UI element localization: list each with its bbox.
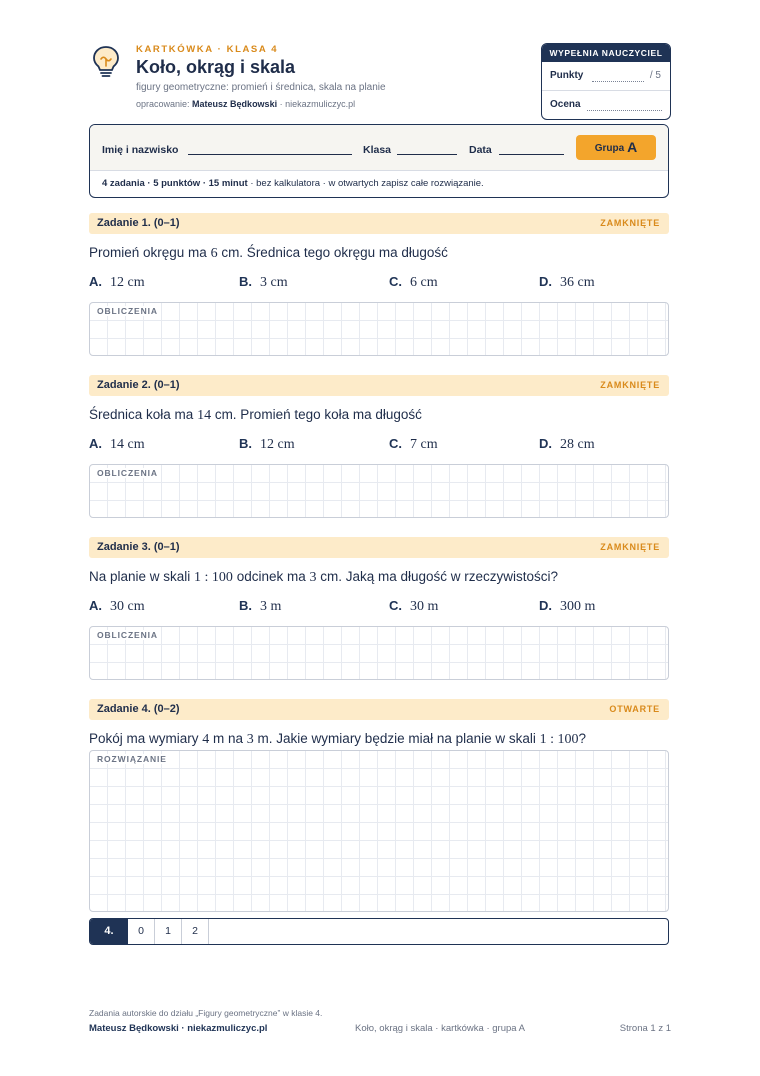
question-text: cm. Promień tego koła ma długość bbox=[211, 407, 422, 422]
task-4-question bbox=[89, 731, 586, 748]
task-3-option-b[interactable] bbox=[239, 597, 281, 615]
question-math: 14 bbox=[197, 408, 212, 423]
task-3-type: ZAMKNIĘTE bbox=[600, 542, 660, 552]
option-value: 3 m bbox=[260, 599, 282, 614]
question-text: m. Jakie wymiary będzie miał na planie w skali bbox=[253, 731, 540, 746]
group-badge bbox=[576, 135, 656, 160]
test-summary-rest: · bez kalkulatora · w otwartych zapisz całe rozwiązanie. bbox=[247, 178, 484, 189]
task-1-type: ZAMKNIĘTE bbox=[600, 218, 660, 228]
lightbulb-logo-icon bbox=[90, 44, 122, 78]
points-label: Punkty bbox=[550, 70, 584, 81]
question-text: m na bbox=[209, 731, 247, 746]
task-2-option-c[interactable] bbox=[389, 435, 438, 453]
task-1-option-a[interactable] bbox=[89, 273, 145, 291]
task-1-header bbox=[89, 213, 669, 234]
task-4-header bbox=[89, 699, 669, 720]
worksheet-kicker: KARTKÓWKA · KLASA 4 bbox=[136, 44, 279, 55]
date-label: Data bbox=[469, 144, 492, 156]
question-math: 3 bbox=[246, 732, 254, 747]
task-2-option-b[interactable] bbox=[239, 435, 295, 453]
points-max: / 5 bbox=[649, 70, 661, 81]
task-2-option-a[interactable] bbox=[89, 435, 145, 453]
teacher-box-title: WYPEŁNIA NAUCZYCIEL bbox=[542, 44, 670, 62]
work-area-label: OBLICZENIA bbox=[97, 306, 158, 316]
option-value: 300 m bbox=[560, 599, 596, 614]
task-2-question bbox=[89, 407, 422, 424]
group-label: Grupa bbox=[594, 143, 625, 154]
question-text: cm. Jaką ma długość w rzeczywistości? bbox=[316, 569, 559, 584]
points-field[interactable] bbox=[592, 81, 644, 82]
footer-doc-title: Koło, okrąg i skala · kartkówka · grupa A bbox=[355, 1023, 526, 1034]
author-name: Mateusz Będkowski bbox=[192, 99, 278, 109]
student-info-fields bbox=[90, 125, 668, 171]
date-field[interactable] bbox=[499, 154, 564, 155]
option-letter: A. bbox=[89, 436, 102, 451]
option-letter: A. bbox=[89, 274, 102, 289]
task-3-option-c[interactable] bbox=[389, 597, 438, 615]
work-area-label: OBLICZENIA bbox=[97, 630, 158, 640]
task-1-option-b[interactable] bbox=[239, 273, 288, 291]
score-option-1[interactable]: 1 bbox=[155, 919, 182, 944]
grade-field[interactable] bbox=[587, 110, 662, 111]
task-2-title: Zadanie 2. (0–1) bbox=[97, 379, 180, 391]
name-label: Imię i nazwisko bbox=[102, 144, 179, 156]
task-1-title: Zadanie 1. (0–1) bbox=[97, 217, 180, 229]
teacher-box bbox=[541, 43, 671, 120]
group-letter: A bbox=[627, 139, 638, 155]
option-letter: C. bbox=[389, 274, 402, 289]
task-3-option-d[interactable] bbox=[539, 597, 595, 615]
option-value: 3 cm bbox=[260, 275, 288, 290]
author-site: · niekazmuliczyc.pl bbox=[277, 99, 356, 109]
task-3-option-a[interactable] bbox=[89, 597, 145, 615]
task-1-option-c[interactable] bbox=[389, 273, 438, 291]
question-text: odcinek ma bbox=[232, 569, 310, 584]
task-4-scoring-strip bbox=[89, 918, 669, 945]
option-value: 14 cm bbox=[110, 437, 145, 452]
option-letter: D. bbox=[539, 274, 552, 289]
task-1-option-d[interactable] bbox=[539, 273, 595, 291]
page-number: Strona 1 z 1 bbox=[619, 1023, 671, 1034]
question-text: Na planie w skali bbox=[89, 569, 195, 584]
option-letter: C. bbox=[389, 598, 402, 613]
class-field[interactable] bbox=[397, 154, 457, 155]
class-label: Klasa bbox=[363, 144, 392, 156]
task-4-type: OTWARTE bbox=[609, 704, 660, 714]
score-option-0[interactable]: 0 bbox=[128, 919, 155, 944]
test-summary-key: 4 zadania · 5 punktów · 15 minut bbox=[102, 178, 248, 189]
task-3-work-area[interactable] bbox=[89, 626, 669, 680]
option-letter: B. bbox=[239, 274, 252, 289]
option-value: 12 cm bbox=[260, 437, 295, 452]
question-math: 3 bbox=[309, 570, 317, 585]
task-2-option-d[interactable] bbox=[539, 435, 595, 453]
task-4-solution-area[interactable] bbox=[89, 750, 669, 912]
task-2-header bbox=[89, 375, 669, 396]
work-area-label: ROZWIĄZANIE bbox=[97, 754, 167, 764]
task-3-question bbox=[89, 569, 558, 586]
footer-author: Mateusz Będkowski · niekazmuliczyc.pl bbox=[89, 1023, 268, 1034]
question-text: cm. Średnica tego okręgu ma długość bbox=[217, 245, 448, 260]
task-3-header bbox=[89, 537, 669, 558]
option-value: 7 cm bbox=[410, 437, 438, 452]
student-info-box bbox=[89, 124, 669, 198]
points-row bbox=[542, 62, 670, 90]
author-prefix: opracowanie: bbox=[136, 99, 193, 109]
question-math: 1 : 100 bbox=[194, 570, 233, 585]
task-3-title: Zadanie 3. (0–1) bbox=[97, 541, 180, 553]
name-field[interactable] bbox=[188, 154, 352, 155]
option-letter: B. bbox=[239, 598, 252, 613]
grade-label: Ocena bbox=[550, 99, 581, 110]
question-text: Pokój ma wymiary bbox=[89, 731, 203, 746]
option-value: 30 m bbox=[410, 599, 439, 614]
option-letter: A. bbox=[89, 598, 102, 613]
test-summary bbox=[102, 178, 484, 189]
author-line bbox=[136, 99, 355, 109]
option-value: 30 cm bbox=[110, 599, 145, 614]
option-letter: D. bbox=[539, 598, 552, 613]
question-math: 4 bbox=[202, 732, 210, 747]
task-2-work-area[interactable] bbox=[89, 464, 669, 518]
option-value: 36 cm bbox=[560, 275, 595, 290]
work-area-label: OBLICZENIA bbox=[97, 468, 158, 478]
task-4-title: Zadanie 4. (0–2) bbox=[97, 703, 180, 715]
task-2-type: ZAMKNIĘTE bbox=[600, 380, 660, 390]
question-text: Promień okręgu ma bbox=[89, 245, 211, 260]
page-title: Koło, okrąg i skala bbox=[136, 57, 296, 77]
question-math: 1 : 100 bbox=[539, 732, 579, 747]
option-letter: D. bbox=[539, 436, 552, 451]
option-value: 6 cm bbox=[410, 275, 438, 290]
option-value: 12 cm bbox=[110, 275, 145, 290]
task-1-question bbox=[89, 245, 448, 262]
grade-row bbox=[542, 90, 670, 118]
option-letter: B. bbox=[239, 436, 252, 451]
page-subtitle: figury geometryczne: promień i średnica, skala na planie bbox=[136, 82, 386, 93]
question-math: 6 bbox=[210, 246, 218, 261]
task-1-work-area[interactable] bbox=[89, 302, 669, 356]
option-letter: C. bbox=[389, 436, 402, 451]
footer-note: Zadania autorskie do działu „Figury geometryczne” w klasie 4. bbox=[89, 1008, 323, 1018]
scoring-task-number: 4. bbox=[90, 919, 128, 944]
question-text: Średnica koła ma bbox=[89, 407, 198, 422]
option-value: 28 cm bbox=[560, 437, 595, 452]
score-option-2[interactable]: 2 bbox=[182, 919, 209, 944]
question-text: ? bbox=[578, 731, 587, 746]
